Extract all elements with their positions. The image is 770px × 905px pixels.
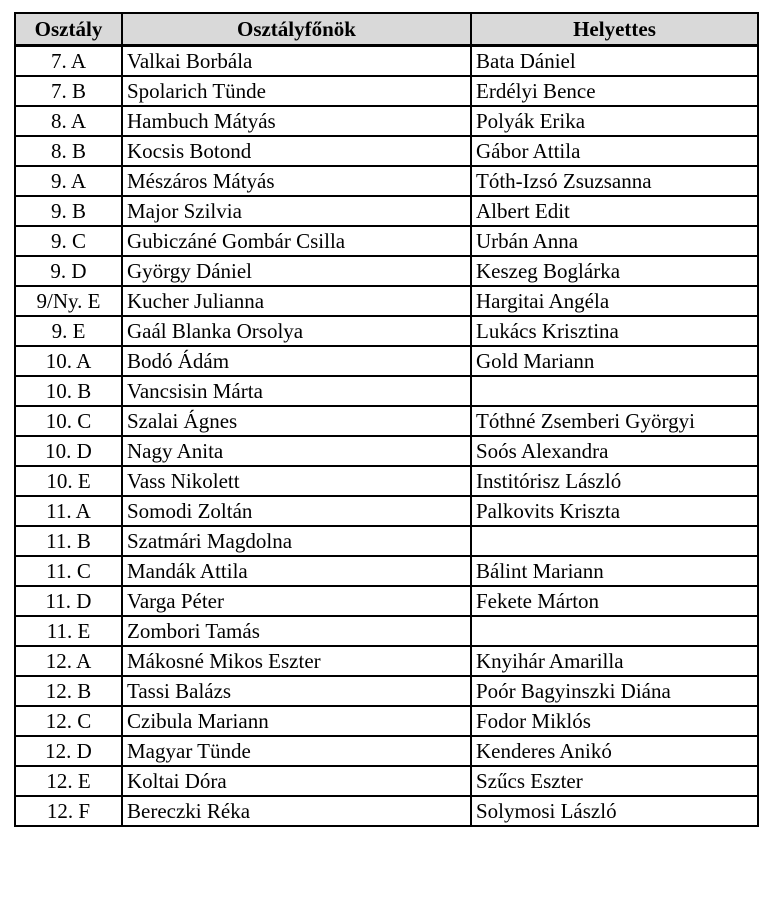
class-cell: 9. A [15,166,122,196]
class-cell: 11. D [15,586,122,616]
homeroom-teacher-cell: Bodó Ádám [122,346,471,376]
class-cell: 11. A [15,496,122,526]
table-row [15,796,758,826]
table-row [15,166,758,196]
deputy-cell [471,376,758,406]
deputy-cell: Institórisz László [471,466,758,496]
homeroom-teacher-cell: Varga Péter [122,586,471,616]
class-cell: 11. C [15,556,122,586]
class-cell: 10. E [15,466,122,496]
table-row [15,676,758,706]
homeroom-teacher-cell: Gaál Blanka Orsolya [122,316,471,346]
table-row [15,496,758,526]
table-row [15,736,758,766]
homeroom-teacher-cell: Hambuch Mátyás [122,106,471,136]
table-row [15,316,758,346]
table-body [15,46,758,827]
table-row [15,256,758,286]
table-row [15,766,758,796]
table-header [15,13,758,46]
class-cell: 12. B [15,676,122,706]
table-row [15,586,758,616]
homeroom-teacher-cell: Spolarich Tünde [122,76,471,106]
class-cell: 12. E [15,766,122,796]
class-cell: 8. B [15,136,122,166]
deputy-cell: Fekete Márton [471,586,758,616]
deputy-cell: Keszeg Boglárka [471,256,758,286]
deputy-cell: Urbán Anna [471,226,758,256]
homeroom-teacher-cell: Szalai Ágnes [122,406,471,436]
deputy-cell: Gábor Attila [471,136,758,166]
homeroom-teacher-cell: Tassi Balázs [122,676,471,706]
header-deputy: Helyettes [471,13,758,46]
table-row [15,226,758,256]
table-row [15,46,758,77]
deputy-cell: Soós Alexandra [471,436,758,466]
class-cell: 9. E [15,316,122,346]
class-cell: 11. B [15,526,122,556]
deputy-cell: Kenderes Anikó [471,736,758,766]
table-row [15,436,758,466]
deputy-cell: Poór Bagyinszki Diána [471,676,758,706]
homeroom-teacher-cell: Kucher Julianna [122,286,471,316]
deputy-cell: Erdélyi Bence [471,76,758,106]
homeroom-teacher-cell: Magyar Tünde [122,736,471,766]
class-teacher-table [14,12,759,827]
class-cell: 7. A [15,46,122,77]
deputy-cell: Hargitai Angéla [471,286,758,316]
class-cell: 10. A [15,346,122,376]
homeroom-teacher-cell: Mákosné Mikos Eszter [122,646,471,676]
homeroom-teacher-cell: Szatmári Magdolna [122,526,471,556]
homeroom-teacher-cell: Bereczki Réka [122,796,471,826]
class-cell: 9. D [15,256,122,286]
homeroom-teacher-cell: Somodi Zoltán [122,496,471,526]
deputy-cell: Lukács Krisztina [471,316,758,346]
deputy-cell [471,616,758,646]
header-row [15,13,758,46]
homeroom-teacher-cell: Vancsisin Márta [122,376,471,406]
table-row [15,616,758,646]
table-row [15,346,758,376]
deputy-cell: Fodor Miklós [471,706,758,736]
table-row [15,76,758,106]
table-row [15,196,758,226]
homeroom-teacher-cell: Nagy Anita [122,436,471,466]
class-cell: 10. B [15,376,122,406]
class-cell: 9/Ny. E [15,286,122,316]
class-cell: 9. B [15,196,122,226]
class-cell: 12. A [15,646,122,676]
deputy-cell: Tóth-Izsó Zsuzsanna [471,166,758,196]
header-class: Osztály [15,13,122,46]
deputy-cell: Bata Dániel [471,46,758,77]
header-homeroom-teacher: Osztályfőnök [122,13,471,46]
table-row [15,706,758,736]
class-cell: 12. F [15,796,122,826]
homeroom-teacher-cell: Kocsis Botond [122,136,471,166]
homeroom-teacher-cell: Koltai Dóra [122,766,471,796]
homeroom-teacher-cell: György Dániel [122,256,471,286]
table-row [15,526,758,556]
homeroom-teacher-cell: Valkai Borbála [122,46,471,77]
deputy-cell: Gold Mariann [471,346,758,376]
table-row [15,376,758,406]
class-cell: 12. D [15,736,122,766]
deputy-cell: Solymosi László [471,796,758,826]
class-cell: 12. C [15,706,122,736]
table-row [15,406,758,436]
table-row [15,646,758,676]
deputy-cell: Knyihár Amarilla [471,646,758,676]
deputy-cell: Bálint Mariann [471,556,758,586]
deputy-cell: Polyák Erika [471,106,758,136]
class-cell: 10. C [15,406,122,436]
deputy-cell: Tóthné Zsemberi Györgyi [471,406,758,436]
homeroom-teacher-cell: Mészáros Mátyás [122,166,471,196]
homeroom-teacher-cell: Czibula Mariann [122,706,471,736]
deputy-cell: Szűcs Eszter [471,766,758,796]
homeroom-teacher-cell: Major Szilvia [122,196,471,226]
class-cell: 7. B [15,76,122,106]
table-row [15,556,758,586]
class-cell: 8. A [15,106,122,136]
table-row [15,136,758,166]
homeroom-teacher-cell: Zombori Tamás [122,616,471,646]
class-cell: 11. E [15,616,122,646]
class-cell: 9. C [15,226,122,256]
deputy-cell: Albert Edit [471,196,758,226]
class-cell: 10. D [15,436,122,466]
deputy-cell: Palkovits Kriszta [471,496,758,526]
deputy-cell [471,526,758,556]
table-row [15,106,758,136]
table-row [15,286,758,316]
homeroom-teacher-cell: Mandák Attila [122,556,471,586]
table-row [15,466,758,496]
homeroom-teacher-cell: Gubiczáné Gombár Csilla [122,226,471,256]
homeroom-teacher-cell: Vass Nikolett [122,466,471,496]
